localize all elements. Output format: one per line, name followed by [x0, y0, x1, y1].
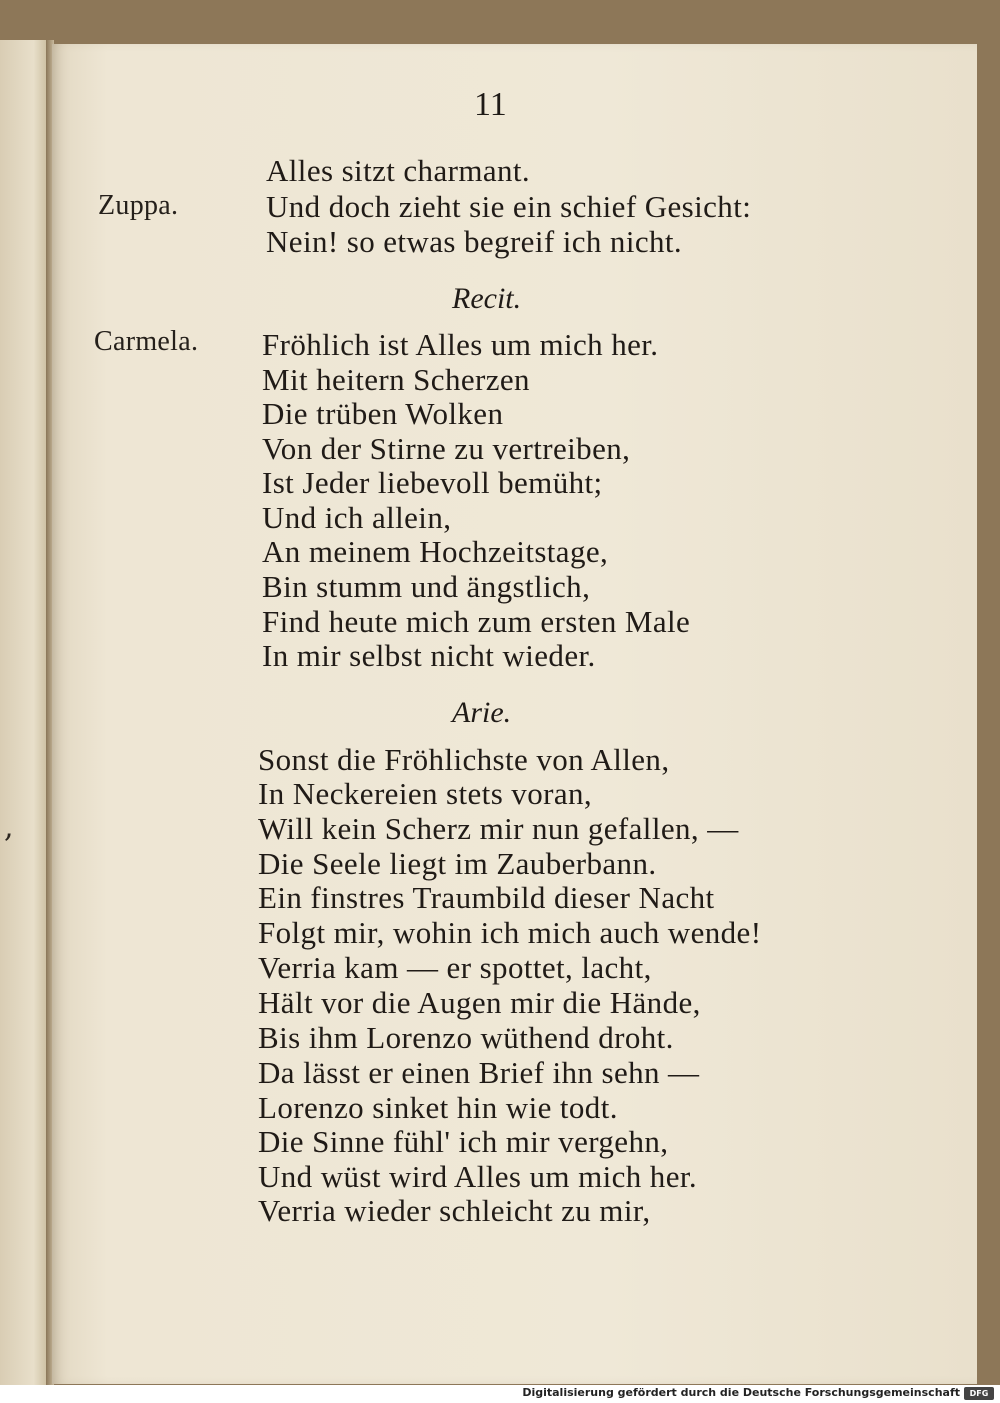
section-heading-recit: Recit. [452, 282, 522, 315]
verse-line: Und wüst wird Alles um mich her. [258, 1159, 698, 1194]
verse-line: Alles sitzt charmant. [266, 153, 531, 188]
speaker-carmela: Carmela. [94, 326, 199, 357]
verse-line: Verria wieder schleicht zu mir, [258, 1193, 651, 1228]
funding-notice: Digitalisierung gefördert durch die Deutsche Forschungsgemeinschaft [522, 1386, 960, 1399]
verse-line: Da lässt er einen Brief ihn sehn — [258, 1055, 700, 1090]
verse-line: Die trüben Wolken [262, 396, 504, 431]
verse-line: Verria kam — er spottet, lacht, [258, 950, 652, 985]
verse-line: An meinem Hochzeitstage, [262, 534, 609, 569]
verse-line: Und ich allein, [262, 500, 452, 535]
verse-line: Lorenzo sinket hin wie todt. [258, 1090, 618, 1125]
dfg-logo-icon: DFG [964, 1387, 994, 1400]
verse-line: Bis ihm Lorenzo wüthend droht. [258, 1020, 674, 1055]
section-heading-arie: Arie. [452, 696, 512, 729]
verse-line: Will kein Scherz mir nun gefallen, — [258, 811, 739, 846]
verse-line: Fröhlich ist Alles um mich her. [262, 327, 659, 362]
verse-line: Und doch zieht sie ein schief Gesicht: [266, 189, 752, 224]
previous-page-edge [0, 40, 48, 1385]
verse-line: Folgt mir, wohin ich mich auch wende! [258, 915, 762, 950]
verse-line: Nein! so etwas begreif ich nicht. [266, 224, 683, 259]
verse-line: Find heute mich zum ersten Male [262, 604, 691, 639]
verse-line: Die Seele liegt im Zauberbann. [258, 846, 657, 881]
verse-line: Sonst die Fröhlichste von Allen, [258, 742, 670, 777]
verse-line: Bin stumm und ängstlich, [262, 569, 591, 604]
verse-line: Mit heitern Scherzen [262, 362, 530, 397]
previous-page-fragment: , [4, 810, 14, 845]
verse-line: Die Sinne fühl' ich mir vergehn, [258, 1124, 669, 1159]
page-number: 11 [474, 86, 507, 123]
speaker-zuppa: Zuppa. [98, 190, 179, 221]
verse-line: Ein finstres Traumbild dieser Nacht [258, 880, 715, 915]
verse-line: Hält vor die Augen mir die Hände, [258, 985, 701, 1020]
verse-line: In Neckereien stets voran, [258, 776, 593, 811]
verse-line: Von der Stirne zu vertreiben, [262, 431, 631, 466]
verse-line: Ist Jeder liebevoll bemüht; [262, 465, 603, 500]
digitization-footer [0, 1385, 1000, 1403]
verse-line: In mir selbst nicht wieder. [262, 638, 596, 673]
